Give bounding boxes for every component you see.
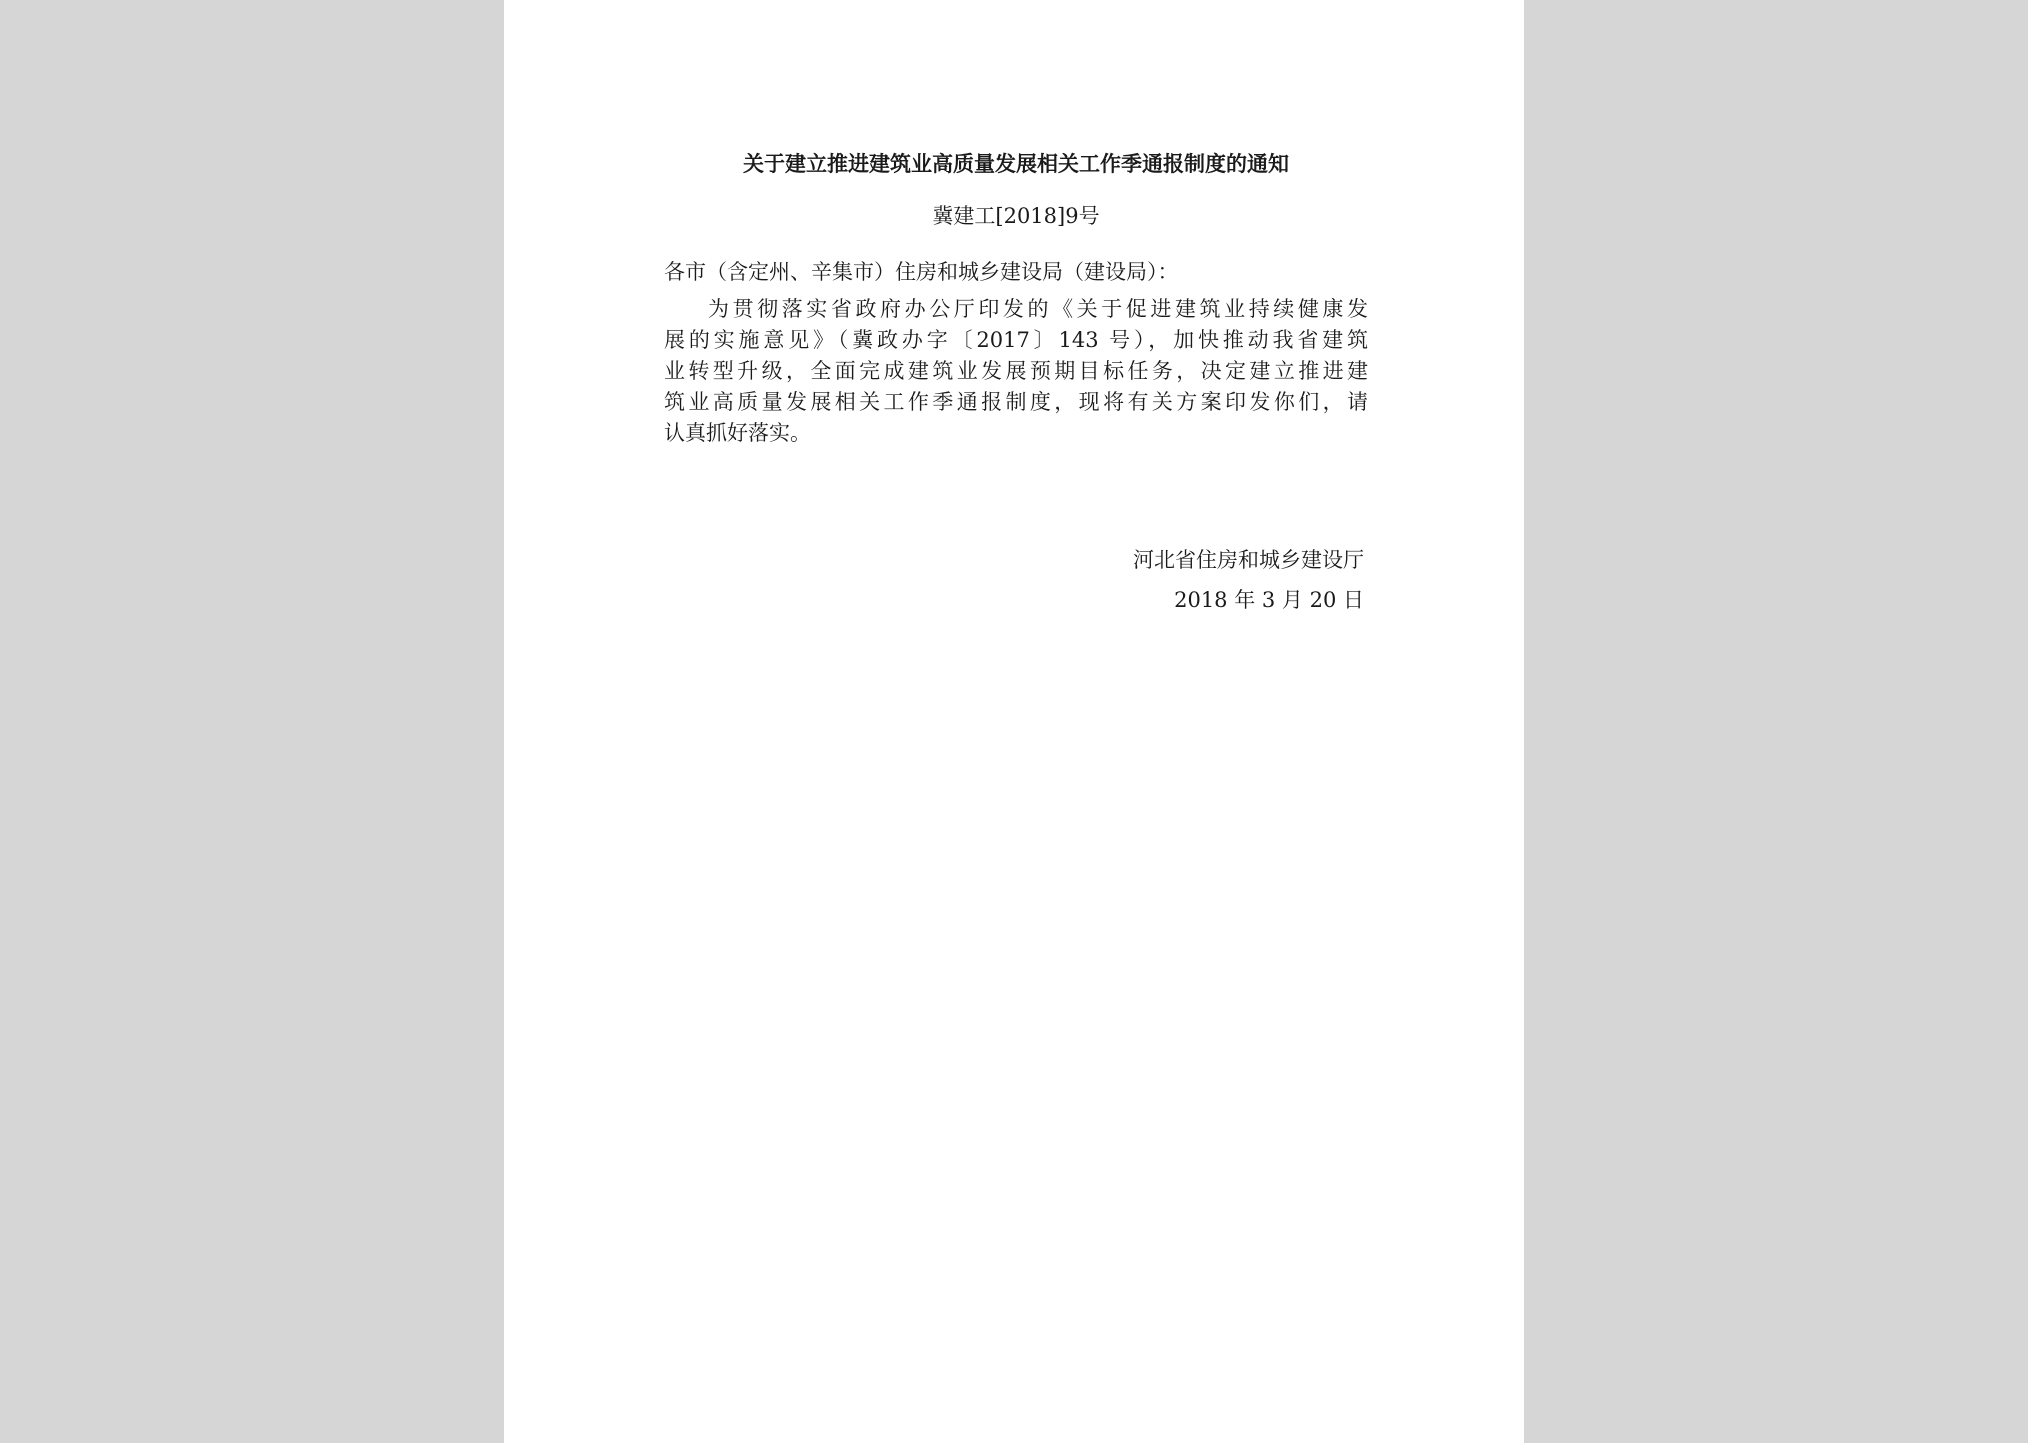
signature-organization: 河北省住房和城乡建设厅 <box>1133 548 1364 572</box>
body-line: 筑业高质量发展相关工作季通报制度，现将有关方案印发你们，请 <box>664 390 1368 414</box>
signature-date: 2018 年 3 月 20 日 <box>1174 588 1364 612</box>
document-page <box>504 0 1524 1443</box>
document-title: 关于建立推进建筑业高质量发展相关工作季通报制度的通知 <box>743 151 1289 176</box>
body-paragraph <box>664 294 1368 449</box>
body-line: 认真抓好落实。 <box>664 421 811 445</box>
body-line: 业转型升级，全面完成建筑业发展预期目标任务，决定建立推进建 <box>664 359 1368 383</box>
body-line: 为贯彻落实省政府办公厅印发的《关于促进建筑业持续健康发 <box>708 297 1368 321</box>
salutation: 各市（含定州、辛集市）住房和城乡建设局（建设局）： <box>664 260 1179 284</box>
document-content <box>664 148 1368 449</box>
body-line: 展的实施意见》（冀政办字〔2017〕143 号），加快推动我省建筑 <box>664 328 1368 352</box>
document-number: 冀建工[2018]9号 <box>932 204 1100 228</box>
